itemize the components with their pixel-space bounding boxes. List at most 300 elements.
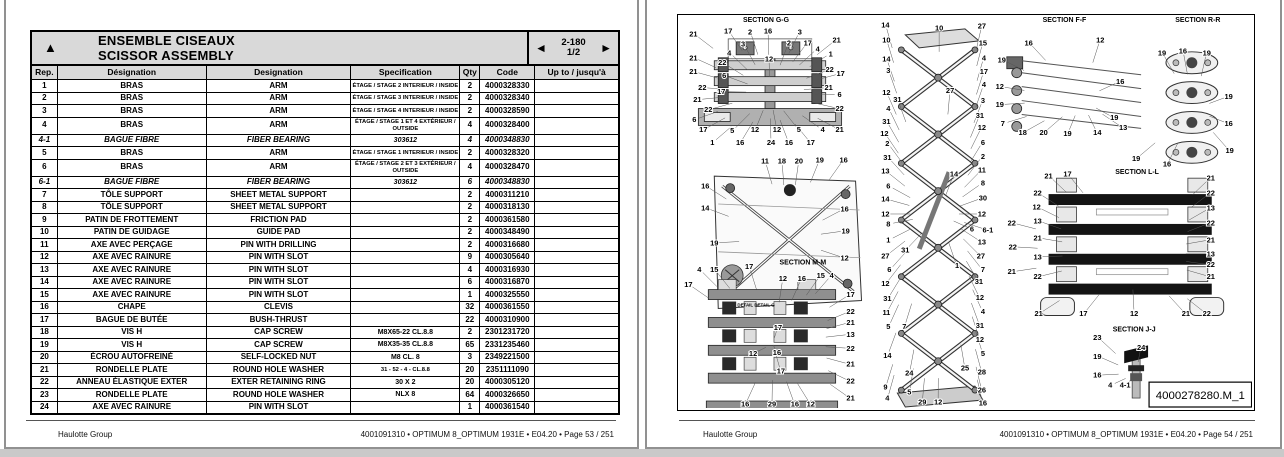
cell-rep: 23 [32,389,58,401]
cell-en: ARM [207,118,352,134]
callout-label: 12 [933,397,943,407]
callout-label: 17 [776,366,786,376]
cell-qty: 2 [460,105,480,117]
cell-qty: 64 [460,389,480,401]
cell-upto [535,227,618,239]
section-ref: 2-180 [561,37,586,48]
callout-label: 6 [837,90,842,100]
callout-label: 8 [980,178,985,188]
cell-spec: ÉTAGE / STAGE 3 INTERIEUR / INSIDE [351,93,460,105]
callout-label: 17 [724,26,733,36]
table-row [32,147,618,160]
cell-fr: BRAS [58,105,207,117]
callout-label: 7 [902,321,907,331]
callout-label: 4 [886,104,891,114]
cell-upto [535,377,618,389]
callout-label: 12 [881,209,890,219]
cell-spec [351,402,460,414]
cell-en: SHEET METAL SUPPORT [207,189,352,201]
cell-spec [351,189,460,201]
callout-label: 9 [883,382,888,392]
cell-fr: BRAS [58,160,207,176]
callout-label: 19 [815,155,824,165]
cell-en: PIN WITH SLOT [207,277,352,289]
cell-spec: ÉTAGE / STAGE 1 ET 4 EXTÉRIEUR / OUTSIDE [351,118,460,134]
cell-rep: 24 [32,402,58,414]
table-row [32,118,618,135]
callout-label: 23 [1093,332,1102,342]
cell-code: 4000326650 [480,389,535,401]
cell-rep: 16 [32,302,58,314]
cell-upto [535,364,618,376]
callout-label: 21 [832,35,841,45]
cell-rep: 12 [32,252,58,264]
section-label: SECTION M-M [779,259,827,267]
cell-upto [535,135,618,147]
callout-label: 16 [790,399,800,408]
callout-label: 27 [976,251,986,261]
cell-spec: 303612 [351,135,460,147]
cell-rep: 11 [32,239,58,251]
callout-label: 6 [969,224,975,234]
cell-fr: TÔLE SUPPORT [58,202,207,214]
prev-page-icon[interactable]: ◄ [535,41,547,55]
callout-label: 13 [1033,252,1042,262]
cell-fr: RONDELLE PLATE [58,389,207,401]
cell-code: 4000328340 [480,93,535,105]
cell-qty: 2 [460,93,480,105]
cell-fr: VIS H [58,327,207,339]
cell-fr: AXE AVEC RAINURE [58,264,207,276]
cell-qty: 9 [460,252,480,264]
callout-label: 16 [1116,77,1125,87]
callout-label: 21 [824,83,833,93]
cell-en: FRICTION PAD [207,214,352,226]
callout-label: 19 [1224,92,1233,102]
table-row [32,252,618,265]
diagram-section-l-l [1008,169,1215,318]
cell-en: PIN WITH SLOT [207,264,352,276]
callout-label: 19 [1157,48,1167,58]
cell-upto [535,202,618,214]
table-row [32,314,618,327]
callout-label: 16 [1178,46,1188,56]
callout-label: 16 [839,155,848,165]
cell-spec: ÉTAGE / STAGE 2 ET 3 EXTÉRIEUR / OUTSIDE [351,160,460,176]
callout-label: 7 [1000,118,1005,128]
callout-label: 21 [846,317,855,327]
callout-label: 22 [1206,188,1215,198]
callout-label: 6 [886,181,891,191]
callout-label: 17 [744,262,754,272]
callout-label: 29 [918,397,927,407]
callout-label: 17 [806,137,815,147]
callout-label: 13 [1119,122,1128,132]
callout-label: 21 [689,53,698,63]
callout-label: 13 [881,166,890,176]
callout-label: 19 [841,226,850,236]
callout-label: 14 [1093,127,1102,137]
callout-label: 16 [797,274,806,284]
cell-fr: AXE AVEC RAINURE [58,289,207,301]
callout-label: 21 [1034,308,1043,318]
callout-label: 26 [977,385,987,395]
section-label: SECTION F-F [1042,16,1087,24]
callout-label: 31 [975,320,985,330]
callout-label: 22 [1007,218,1016,228]
callout-label: 12 [975,334,985,344]
cell-en: CAP SCREW [207,339,352,351]
scissor-diagram [678,15,1252,408]
callout-label: 22 [1033,272,1042,282]
cell-fr: VIS H [58,339,207,351]
callout-label: 10 [882,35,891,45]
callout-label: 12 [977,122,987,132]
col-qty: Qty [460,66,480,79]
callout-label: 16 [978,398,988,408]
table-row [32,189,618,202]
callout-label: 14 [882,54,891,64]
callout-label: 19 [1063,128,1072,138]
callout-label: 21 [1007,267,1016,277]
callout-label: 17 [699,124,708,134]
callout-label: 17 [846,290,855,300]
cell-code: 4000328320 [480,147,535,159]
callout-label: 6 [692,114,697,124]
table-row [32,239,618,252]
callout-label: 12 [748,348,758,358]
callout-label: 19 [1202,48,1211,58]
cell-fr: PATIN DE GUIDAGE [58,227,207,239]
cell-fr: CHAPE [58,302,207,314]
cell-upto [535,314,618,326]
cell-qty: 1 [460,289,480,301]
cell-rep: 2 [32,93,58,105]
callout-label: 24 [1136,342,1146,352]
callout-label: 16 [763,26,773,36]
cell-code: 4000311210 [480,189,535,201]
callout-label: 11 [761,156,769,166]
callout-label: 19 [1093,351,1102,361]
callout-label: 6 [980,137,985,147]
section-gg-art [698,39,844,126]
callout-label: 5 [796,124,801,134]
cell-rep: 6-1 [32,177,58,189]
cell-rep: 20 [32,352,58,364]
callout-label: 22 [1008,242,1017,252]
callout-label: 22 [704,105,713,115]
callout-label: 27 [945,86,955,96]
cell-upto [535,327,618,339]
table-row [32,80,618,93]
callout-label: 3 [980,96,985,106]
cell-spec: 30 X 2 [351,377,460,389]
callout-label: 4 [727,48,732,58]
table-row [32,377,618,390]
cell-en: ARM [207,93,352,105]
cell-spec [351,214,460,226]
cell-code: 4000325550 [480,289,535,301]
callout-label: 17 [836,69,845,79]
table-row [32,214,618,227]
left-page [4,0,639,449]
callout-label: 3 [741,39,746,49]
callout-label: 12 [806,399,815,408]
cell-en: GUIDE PAD [207,227,352,239]
callout-label: 27 [977,21,987,31]
cell-code: 4000328590 [480,105,535,117]
table-row [32,277,618,290]
cell-rep: 14 [32,277,58,289]
callout-label: 27 [881,251,890,261]
callout-label: 13 [846,329,855,339]
cell-code: 4000361540 [480,402,535,414]
callout-label: 4 [980,306,985,316]
callout-label: 2 [786,38,791,48]
callout-label: 21 [846,393,855,403]
col-specification: Specification [351,66,460,79]
cell-fr: BAGUE DE BUTÉE [58,314,207,326]
callout-label: 13 [977,237,987,247]
cell-code: 4000318130 [480,202,535,214]
callout-label: 18 [777,156,787,166]
cell-en: FIBER BEARING [207,135,352,147]
detail-note: DETAIL DETAIL G [737,302,775,308]
callout-label: 21 [835,124,844,134]
callout-label: 2 [748,27,753,37]
callout-label: 22 [846,343,855,353]
callout-label: 12 [880,128,889,138]
callout-label: 12 [1096,35,1105,45]
cell-fr: BRAS [58,93,207,105]
callout-label: 3 [886,66,891,76]
cell-en: CLEVIS [207,302,352,314]
cell-qty: 2 [460,80,480,92]
callout-label: 17 [979,67,989,77]
callout-label: 12 [778,274,788,284]
callout-label: 12 [977,209,987,219]
callout-label: 6 [722,71,727,81]
cell-rep: 21 [32,364,58,376]
callout-label: 7 [980,265,985,275]
cell-fr: AXE AVEC PERÇAGE [58,239,207,251]
footer-docref: 4001091310 • OPTIMUM 8_OPTIMUM 1931E • E04.20 • Page 54 / 251 [999,430,1253,439]
table-title-band [32,32,618,66]
drawing-number-box [1149,382,1251,407]
callout-label: 31 [901,245,910,255]
cell-rep: 9 [32,214,58,226]
callout-label: 13 [1033,216,1042,226]
callout-label: 16 [735,137,745,147]
callout-label: 13 [1206,249,1215,259]
cell-spec [351,227,460,239]
cell-qty: 20 [460,364,480,376]
callout-label: 1 [710,137,715,147]
callout-label: 17 [773,322,783,332]
cell-qty: 1 [460,402,480,414]
callout-label: 16 [1224,118,1233,128]
callout-label: 24 [766,137,776,147]
cell-upto [535,302,618,314]
callout-label: 22 [1206,260,1215,270]
callout-label: 14 [881,194,890,204]
callout-label: 21 [1206,235,1215,245]
callout-label: 19 [1110,112,1119,122]
cell-qty: 6 [460,177,480,189]
callout-label: 16 [701,181,710,191]
callout-label: 21 [846,359,855,369]
callout-label: 21 [1181,308,1191,318]
callout-label: 1 [954,261,960,271]
callout-label: 22 [1033,188,1042,198]
callout-label: 4 [981,53,986,63]
callout-label: 12 [882,88,891,98]
footer-docref: 4001091310 • OPTIMUM 8_OPTIMUM 1931E • E04.20 • Page 53 / 251 [360,430,614,439]
callout-label: 22 [846,376,855,386]
cell-spec: NLX 8 [351,389,460,401]
callout-label: 19 [1131,153,1141,163]
pagination-nav [527,32,618,64]
section-ll-art [1041,178,1224,315]
callout-label: 15 [978,38,988,48]
cell-code: 4000348490 [480,227,535,239]
cell-fr: BRAS [58,118,207,134]
table-row [32,202,618,215]
cell-rep: 8 [32,202,58,214]
callout-label: 18 [1018,127,1027,137]
callout-label: 4 [1108,380,1113,390]
cell-spec [351,302,460,314]
callout-label: 16 [772,347,782,357]
table-row [32,327,618,340]
table-row [32,264,618,277]
callout-label: 4-1 [1119,380,1131,390]
cell-qty: 2 [460,227,480,239]
cell-rep: 22 [32,377,58,389]
cell-code: 4000348830 [480,177,535,189]
cell-upto [535,105,618,117]
callout-label: 21 [1044,171,1053,181]
cell-upto [535,93,618,105]
callout-label: 22 [1206,218,1215,228]
callout-label: 19 [1225,145,1234,155]
cell-rep: 4 [32,118,58,134]
cell-upto [535,214,618,226]
cell-spec: 31 - 52 - 4 - CL.8.8 [351,364,460,376]
cell-en: ARM [207,105,352,117]
bottom-strip [0,449,1284,457]
cell-en: EXTER RETAINING RING [207,377,352,389]
callout-label: 12 [1129,308,1139,318]
callout-label: 14 [883,350,892,360]
cell-spec: M8 CL. 8 [351,352,460,364]
cell-rep: 17 [32,314,58,326]
cell-en: PIN WITH SLOT [207,252,352,264]
cell-fr: PATIN DE FROTTEMENT [58,214,207,226]
drawing-number: 4000278280.M_1 [1155,390,1245,403]
callout-label: 2 [885,138,890,148]
cell-rep: 3 [32,105,58,117]
callout-label: 21 [689,29,698,39]
footer-company: Haulotte Group [703,430,758,439]
callout-label: 14 [881,20,890,30]
cell-upto [535,289,618,301]
cell-rep: 13 [32,264,58,276]
cell-upto [535,80,618,92]
callout-label: 19 [710,238,719,248]
cell-en: ARM [207,160,352,176]
right-page [645,0,1282,449]
cell-qty: 65 [460,339,480,351]
cell-spec: M8X65-22 CL.8.8 [351,327,460,339]
cell-spec: ÉTAGE / STAGE 1 INTERIEUR / INSIDE [351,147,460,159]
callout-label: 5 [730,125,735,135]
cell-en: SHEET METAL SUPPORT [207,202,352,214]
cell-code: 4000316930 [480,264,535,276]
cell-spec: M8X35-35 CL.8.8 [351,339,460,351]
callout-label: 31 [974,277,984,287]
callout-label: 19 [997,55,1006,65]
cell-code: 4000328400 [480,118,535,134]
table-row [32,105,618,118]
cell-qty: 2 [460,239,480,251]
callout-label: 11 [882,307,891,317]
cell-code: 2349221500 [480,352,535,364]
cell-qty: 22 [460,314,480,326]
cell-code: 4000316870 [480,277,535,289]
section-rr-art [1166,52,1218,163]
cell-qty: 2 [460,189,480,201]
callout-label: 20 [1039,127,1048,137]
callout-label: 5 [980,348,985,358]
callout-label: 22 [825,65,834,75]
page-number: 1/2 [566,47,581,58]
callout-label: 19 [995,100,1004,110]
callout-label: 31 [882,116,891,126]
cell-code: 4000316680 [480,239,535,251]
cell-spec [351,314,460,326]
cell-spec: ÉTAGE / STAGE 2 INTERIEUR / INSIDE [351,80,460,92]
cell-qty: 4 [460,160,480,176]
cell-qty: 2 [460,147,480,159]
callout-label: 21 [689,67,698,77]
left-page-footer [26,420,616,439]
cell-code: 4000305120 [480,377,535,389]
next-page-icon[interactable]: ► [600,41,612,55]
cell-rep: 5 [32,147,58,159]
cell-code: 2351111090 [480,364,535,376]
callout-label: 25 [960,363,970,373]
up-triangle-icon[interactable]: ▲ [44,40,57,55]
callout-label: 21 [1206,173,1215,183]
section-label: SECTION G-G [743,16,790,24]
cell-qty: 4 [460,135,480,147]
table-row [32,402,618,414]
cell-fr: AXE AVEC RAINURE [58,402,207,414]
callout-label: 2 [980,151,985,161]
callout-label: 4 [815,44,820,54]
cell-code: 4000348830 [480,135,535,147]
cell-fr: BAGUE FIBRE [58,177,207,189]
cell-upto [535,264,618,276]
title-en: SCISSOR ASSEMBLY [98,48,234,63]
cell-qty: 4 [460,264,480,276]
cell-qty: 2 [460,327,480,339]
cell-fr: BRAS [58,80,207,92]
table-row [32,389,618,402]
cell-en: FIBER BEARING [207,177,352,189]
cell-rep: 15 [32,289,58,301]
